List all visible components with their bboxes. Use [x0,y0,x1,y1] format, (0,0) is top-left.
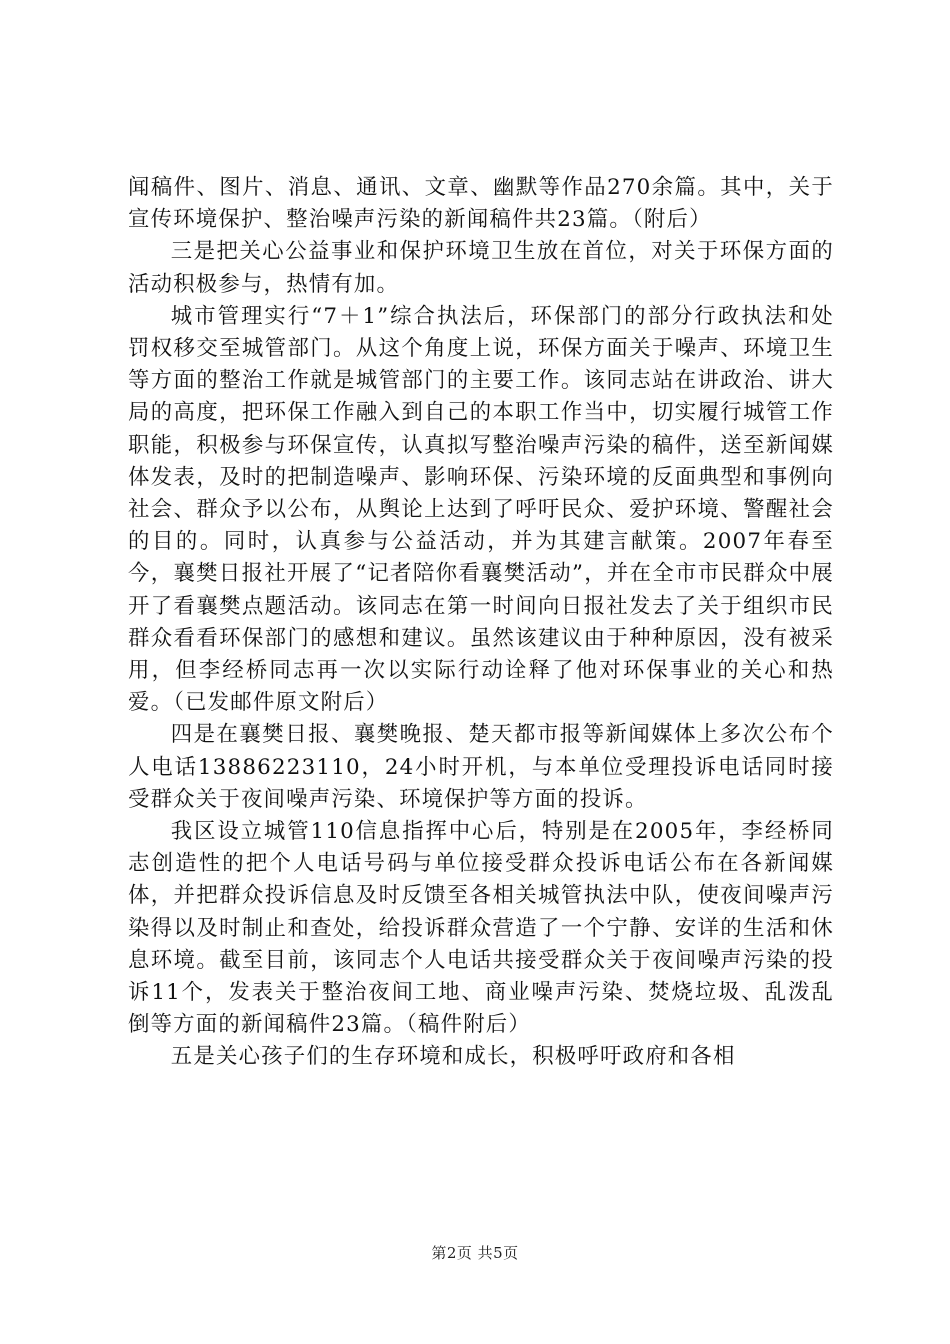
page-number: 第2页 共5页 [431,1244,519,1262]
paragraph-2: 三是把关心公益事业和保护环境卫生放在首位，对关于环保方面的活动积极参与，热情有加。 [128,239,834,297]
paragraph-5: 我区设立城管110信息指挥中心后，特别是在2005年，李经桥同志创造性的把个人电话号码与单位接受群众投诉电话公布在各新闻媒体，并把群众投诉信息及时反馈至各相关城管执法中队，使夜间噪声污染得以及时制止和查处，给投诉群众营造了一个宁静、安详的生活和休息环境。截至目前，该同志个人电话共接受群众关于夜间噪声污染的投诉11个，发表关于整治夜间工地、商业噪声污染、焚烧垃圾、乱泼乱倒等方面的新闻稿件23篇。（稿件附后） [128,819,834,1038]
document-body [128,172,834,1074]
paragraph-6: 五是关心孩子们的生存环境和成长，积极呼吁政府和各相 [170,1044,736,1070]
paragraph-1: 闻稿件、图片、消息、通讯、文章、幽默等作品270余篇。其中，关于宣传环境保护、整治噪声污染的新闻稿件共23篇。（附后） [128,175,834,233]
paragraph-3: 城市管理实行“7＋1”综合执法后，环保部门的部分行政执法和处罚权移交至城管部门。从这个角度上说，环保方面关于噪声、环境卫生等方面的整治工作就是城管部门的主要工作。该同志站在讲政治、讲大局的高度，把环保工作融入到自己的本职工作当中，切实履行城管工作职能，积极参与环保宣传，认真拟写整治噪声污染的稿件，送至新闻媒体发表，及时的把制造噪声、影响环保、污染环境的反面典型和事例向社会、群众予以公布，从舆论上达到了呼吁民众、爱护环境、警醒社会的目的。同时，认真参与公益活动，并为其建言献策。2007年春至今，襄樊日报社开展了“记者陪你看襄樊活动”，并在全市市民群众中展开了看襄樊点题活动。该同志在第一时间向日报社发去了关于组织市民群众看看环保部门的感想和建议。虽然该建议由于种种原因，没有被采用，但李经桥同志再一次以实际行动诠释了他对环保事业的关心和热爱。（已发邮件原文附后） [128,303,834,716]
page-footer [0,1243,950,1263]
paragraph-4: 四是在襄樊日报、襄樊晚报、楚天都市报等新闻媒体上多次公布个人电话13886223110，24小时开机，与本单位受理投诉电话同时接受群众关于夜间噪声污染、环境保护等方面的投诉。 [128,722,834,812]
